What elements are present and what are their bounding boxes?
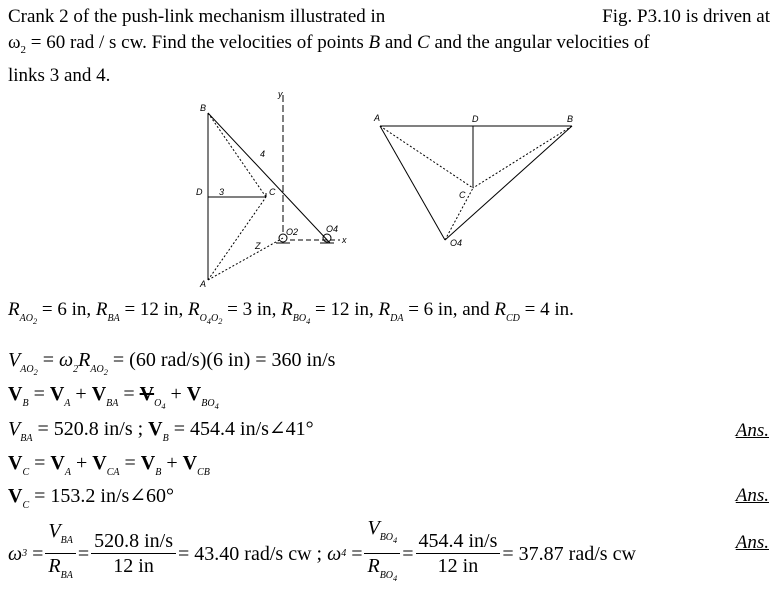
problem-line-2: $\omega_2 = 60$ rad / s cw. Find the velocities of points B and C and the angular velocities of bbox=[8, 32, 650, 56]
equation-angular-velocities: ω 3 = $\frac{V_{BA}}{R_{BA}}$ = $\frac{520.8 in/s}{12 in}$ = 43.40 rad/s cw ; ω 4 = $\frac{V_{BO_4}}{R_{BO_4}}$ = $\frac{454.4 in/s}{12 in}$ = 37.87 rad/s cw bbox=[8, 517, 636, 590]
polygon-line-a-o4 bbox=[380, 126, 445, 240]
label-x: x bbox=[342, 235, 347, 245]
label-o2: O2 bbox=[286, 227, 299, 237]
label-c: C bbox=[459, 190, 466, 200]
equation-vc: $V_C = 153.2$ in/s∠60° bbox=[8, 485, 175, 511]
fraction-vba-rba: $\frac{V_{BA}}{R_{BA}}$ bbox=[45, 520, 75, 587]
problem-statement bbox=[8, 4, 770, 89]
given-lengths: $R_{AO_2} = 6$ in, $R_{BA} = 12$ in, $R_{O_4O_2} = 3$ in, $R_{BO_4} = 12$ in, $R_{DA} = 6$ in, and $R_{CD} = 4$ in. bbox=[8, 299, 574, 326]
label-3: 3 bbox=[219, 187, 225, 197]
mechanism-figure bbox=[190, 85, 360, 290]
label-4: 4 bbox=[260, 149, 266, 159]
equation-vba-vb: $V_{BA} = 520.8$ in/s ; $V_B = 454.4$ in/s∠41° bbox=[8, 418, 314, 444]
fraction-vbo4-rbo4: $\frac{V_{BO_4}}{R_{BO_4}}$ bbox=[364, 517, 400, 590]
problem-line-1: Crank 2 of the push-link mechanism illustrated in Fig. P3.10 is driven at bbox=[8, 6, 770, 27]
velocity-polygon-figure bbox=[372, 110, 587, 250]
label-o4: O4 bbox=[326, 224, 339, 234]
equation-vao2: $V_{AO_2} = \omega_2R_{AO_2} = (60$ rad/s)(6 in) = 360 in/s bbox=[8, 349, 336, 377]
fraction-w4-values: $\frac{454.4 in/s}{12 in}$ bbox=[416, 530, 501, 577]
label-d: D bbox=[196, 187, 203, 197]
label-y: y bbox=[278, 89, 283, 99]
answer-marker-2: Ans. bbox=[735, 485, 769, 506]
label-b: B bbox=[200, 103, 207, 113]
link-bo4 bbox=[208, 113, 330, 243]
label-b: B bbox=[567, 114, 574, 124]
answer-marker-1: Ans. bbox=[735, 420, 769, 441]
label-z: Z bbox=[255, 241, 261, 251]
label-a: A bbox=[200, 279, 207, 289]
label-o4: O4 bbox=[450, 238, 463, 248]
equation-vc-vector: $V_C = V_A + V_{CA} = V_B + V_{CB}$ bbox=[8, 452, 210, 478]
label-c: C bbox=[269, 187, 276, 197]
equation-vb-vector: $V_B = V_A + V_{BA} = V_{O_4} + V_{BO_4}$ bbox=[8, 383, 219, 411]
polygon-line-b-o4 bbox=[445, 126, 572, 240]
link-ao2 bbox=[208, 238, 283, 280]
answer-marker-3: Ans. bbox=[735, 532, 769, 553]
label-d: D bbox=[472, 114, 479, 124]
label-a: A bbox=[374, 113, 381, 123]
fraction-w3-values: $\frac{520.8 in/s}{12 in}$ bbox=[91, 530, 176, 577]
problem-line-3: links 3 and 4. bbox=[8, 65, 111, 86]
